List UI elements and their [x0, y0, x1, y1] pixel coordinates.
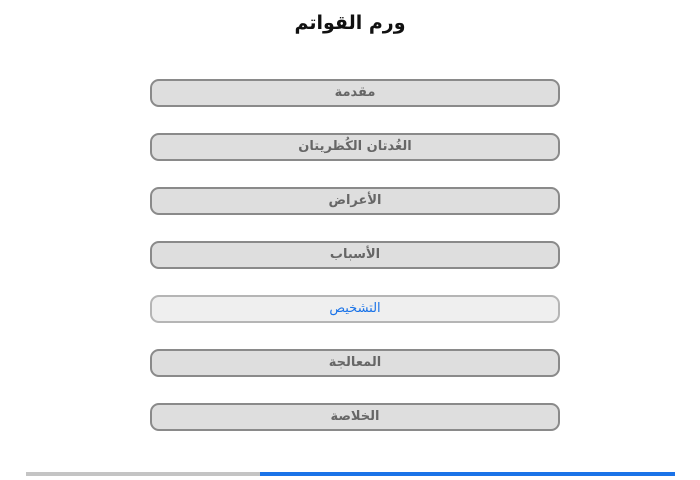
menu-item-summary[interactable]: الخلاصة [150, 403, 560, 431]
menu-item-introduction[interactable]: مقدمة [150, 79, 560, 107]
menu-item-causes[interactable]: الأسباب [150, 241, 560, 269]
page-title: ورم القواتم [294, 12, 406, 34]
menu-item-treatment[interactable]: المعالجة [150, 349, 560, 377]
topic-menu [150, 79, 560, 431]
menu-item-symptoms[interactable]: الأعراض [150, 187, 560, 215]
menu-item-diagnosis[interactable]: التشخيص [150, 295, 560, 323]
menu-item-adrenal-glands[interactable]: الغُدتان الكُظريتان [150, 133, 560, 161]
progress-bar [26, 472, 675, 476]
progress-bar-fill [260, 472, 675, 476]
